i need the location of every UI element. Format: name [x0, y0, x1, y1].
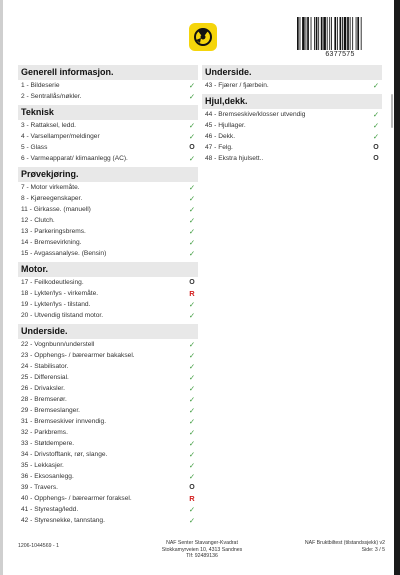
checklist-item-label: 43 - Fjærer / fjærbein. — [205, 82, 269, 89]
checklist-item — [18, 193, 198, 204]
checklist-item — [18, 91, 198, 102]
checklist-item-label: 11 - Girkasse. (manuell) — [21, 206, 91, 213]
section-header: Hjul,dekk. — [202, 94, 382, 109]
checklist-item-label: 35 - Lekkasjer. — [21, 462, 64, 469]
checklist-item — [18, 226, 198, 237]
section-header: Underside. — [202, 65, 382, 80]
checklist-item-label: 48 - Ekstra hjulsett.. — [205, 155, 264, 162]
checklist-item — [18, 120, 198, 131]
checklist-item-label: 8 - Kjøreegenskaper. — [21, 195, 83, 202]
checklist-item-label: 23 - Opphengs- / bærearmer bakaksel. — [21, 352, 135, 359]
left-column — [18, 65, 198, 529]
checklist-item — [18, 515, 198, 526]
checklist-item-label: 22 - Vognbunn/understell — [21, 341, 95, 348]
checklist-item — [202, 142, 382, 153]
checklist-item-label: 18 - Lykter/lys - virkemåte. — [21, 290, 99, 297]
checklist-item-label: 19 - Lykter/lys - tilstand. — [21, 301, 91, 308]
checkmark-icon: ✓ — [188, 461, 196, 470]
footer-dealer-name: NAF Senter Stavanger-Kvadrat — [166, 540, 238, 546]
section-header: Motor. — [18, 262, 198, 277]
checklist-item — [18, 339, 198, 350]
checkmark-icon: ✓ — [188, 362, 196, 371]
checkmark-icon: ✓ — [188, 395, 196, 404]
checkmark-icon: ✓ — [372, 132, 380, 141]
observe-o-icon: O — [373, 155, 379, 162]
checkmark-icon: ✓ — [188, 238, 196, 247]
checkmark-icon: ✓ — [188, 428, 196, 437]
footer-dealer-address: Stokkamyrveien 10, 4313 Sandnes — [161, 546, 243, 553]
checklist-item-label: 46 - Dekk. — [205, 133, 236, 140]
checklist-item-label: 28 - Bremserør. — [21, 396, 67, 403]
section — [18, 167, 198, 259]
scrollbar-thumb[interactable] — [391, 94, 393, 128]
checklist-item — [18, 383, 198, 394]
checklist-item — [18, 299, 198, 310]
checklist-item — [18, 394, 198, 405]
footer-reference: 1206-1044569 - 1 — [18, 543, 59, 549]
observe-o-icon: O — [189, 279, 195, 286]
checklist-item — [18, 131, 198, 142]
naf-logo — [189, 23, 217, 51]
checkmark-icon: ✓ — [188, 311, 196, 320]
checklist-item — [18, 350, 198, 361]
checkmark-icon: ✓ — [188, 406, 196, 415]
checkmark-icon: ✓ — [188, 351, 196, 360]
observe-o-icon: O — [373, 144, 379, 151]
footer-dealer-phone: Tlf: 92489136 — [186, 553, 218, 559]
document-page — [3, 0, 394, 575]
checklist-item — [18, 142, 198, 153]
section — [18, 262, 198, 321]
checklist-item-label: 13 - Parkeringsbrems. — [21, 228, 86, 235]
checklist-item — [18, 204, 198, 215]
right-column — [202, 65, 382, 167]
checklist-item-label: 31 - Bremseskiver innvendig. — [21, 418, 107, 425]
checklist-item-label: 7 - Motor virkemåte. — [21, 184, 80, 191]
barcode-number: 6377575 — [325, 51, 355, 58]
checklist-item — [18, 438, 198, 449]
checklist-item-label: 42 - Styresnekke, tannstang. — [21, 517, 105, 524]
footer-page-number: Side: 3 / 5 — [361, 546, 385, 553]
checklist-item-label: 4 - Varsellamper/meldinger — [21, 133, 100, 140]
checkmark-icon: ✓ — [372, 110, 380, 119]
checklist-item-label: 15 - Avgassanalyse. (Bensin) — [21, 250, 107, 257]
checklist-item — [18, 80, 198, 91]
footer-dealer-info — [138, 540, 266, 560]
checkmark-icon: ✓ — [372, 81, 380, 90]
checkmark-icon: ✓ — [188, 183, 196, 192]
checklist-item — [202, 120, 382, 131]
observe-o-icon: O — [189, 144, 195, 151]
checklist-item — [18, 277, 198, 288]
remark-r-icon: R — [189, 289, 195, 298]
checkmark-icon: ✓ — [188, 205, 196, 214]
checkmark-icon: ✓ — [188, 417, 196, 426]
checklist-item — [18, 248, 198, 259]
section-header: Underside. — [18, 324, 198, 339]
checklist-item-label: 1 - Bildeserie — [21, 82, 60, 89]
barcode — [297, 17, 383, 58]
checklist-item — [18, 504, 198, 515]
checkmark-icon: ✓ — [188, 472, 196, 481]
checklist-item-label: 25 - Differensial. — [21, 374, 69, 381]
checkmark-icon: ✓ — [188, 249, 196, 258]
checklist-item — [202, 80, 382, 91]
footer-doc-title: NAF Bruktbiltest (tilstandssjekk) v2 — [304, 540, 385, 546]
section — [18, 324, 198, 526]
checklist-item-label: 34 - Drivstofftank, rør, slange. — [21, 451, 108, 458]
checkmark-icon: ✓ — [188, 340, 196, 349]
checkmark-icon: ✓ — [188, 505, 196, 514]
checkmark-icon: ✓ — [372, 121, 380, 130]
checklist-item-label: 39 - Travers. — [21, 484, 59, 491]
checklist-item-label: 6 - Varmeapparat/ klimaanlegg (AC). — [21, 155, 128, 162]
checklist-item — [18, 471, 198, 482]
checklist-item-label: 3 - Rattaksel, ledd. — [21, 122, 76, 129]
section-header: Generell informasjon. — [18, 65, 198, 80]
checklist-item — [18, 427, 198, 438]
checkmark-icon: ✓ — [188, 154, 196, 163]
checklist-item — [18, 482, 198, 493]
checklist-item — [18, 361, 198, 372]
footer-doc-info — [305, 540, 385, 553]
remark-r-icon: R — [189, 494, 195, 503]
checkmark-icon: ✓ — [188, 516, 196, 525]
checklist-item-label: 40 - Opphengs- / bærearmer foraksel. — [21, 495, 132, 502]
checklist-item-label: 47 - Felg. — [205, 144, 233, 151]
checkmark-icon: ✓ — [188, 450, 196, 459]
section — [18, 105, 198, 164]
window-right-edge — [394, 0, 400, 575]
checklist-item — [202, 131, 382, 142]
checkmark-icon: ✓ — [188, 373, 196, 382]
barcode-graphic — [297, 17, 383, 50]
checkmark-icon: ✓ — [188, 92, 196, 101]
checklist-item-label: 41 - Styrestag/ledd. — [21, 506, 79, 513]
checklist-item-label: 33 - Støtdempere. — [21, 440, 75, 447]
checkmark-icon: ✓ — [188, 439, 196, 448]
checklist-item-label: 24 - Stabilisator. — [21, 363, 69, 370]
checklist-item — [18, 310, 198, 321]
checkmark-icon: ✓ — [188, 227, 196, 236]
section — [202, 65, 382, 91]
checklist-item — [18, 449, 198, 460]
checklist-item — [18, 288, 198, 299]
checklist-item-label: 29 - Bremseslanger. — [21, 407, 81, 414]
checklist-item — [18, 405, 198, 416]
observe-o-icon: O — [189, 484, 195, 491]
checkmark-icon: ✓ — [188, 216, 196, 225]
checkmark-icon: ✓ — [188, 121, 196, 130]
checklist-item — [202, 153, 382, 164]
checklist-item — [18, 153, 198, 164]
checklist-item-label: 45 - Hjullager. — [205, 122, 246, 129]
checklist-item — [18, 215, 198, 226]
checklist-item — [18, 237, 198, 248]
section — [18, 65, 198, 102]
checklist-item — [18, 416, 198, 427]
checkmark-icon: ✓ — [188, 300, 196, 309]
checklist-item-label: 32 - Parkbrems. — [21, 429, 68, 436]
checklist-item-label: 17 - Feilkodeutlesing. — [21, 279, 84, 286]
checklist-item-label: 36 - Eksosanlegg. — [21, 473, 74, 480]
checklist-item — [18, 182, 198, 193]
checklist-item-label: 5 - Glass — [21, 144, 48, 151]
checklist-item-label: 44 - Bremseskive/klosser utvendig — [205, 111, 306, 118]
checklist-item-label: 12 - Clutch. — [21, 217, 55, 224]
checklist-item — [18, 493, 198, 504]
checklist-item — [18, 460, 198, 471]
checkmark-icon: ✓ — [188, 132, 196, 141]
checkmark-icon: ✓ — [188, 81, 196, 90]
checkmark-icon: ✓ — [188, 194, 196, 203]
section-header: Teknisk — [18, 105, 198, 120]
checklist-item — [18, 372, 198, 383]
checklist-item-label: 26 - Drivaksler. — [21, 385, 65, 392]
naf-wheel-icon — [192, 26, 214, 48]
checkmark-icon: ✓ — [188, 384, 196, 393]
checklist-item — [202, 109, 382, 120]
checklist-item-label: 20 - Utvendig tilstand motor. — [21, 312, 104, 319]
section-header: Prøvekjøring. — [18, 167, 198, 182]
checklist-item-label: 2 - Sentrallås/nøkler. — [21, 93, 82, 100]
checklist-item-label: 14 - Bremsevirkning. — [21, 239, 82, 246]
section — [202, 94, 382, 164]
